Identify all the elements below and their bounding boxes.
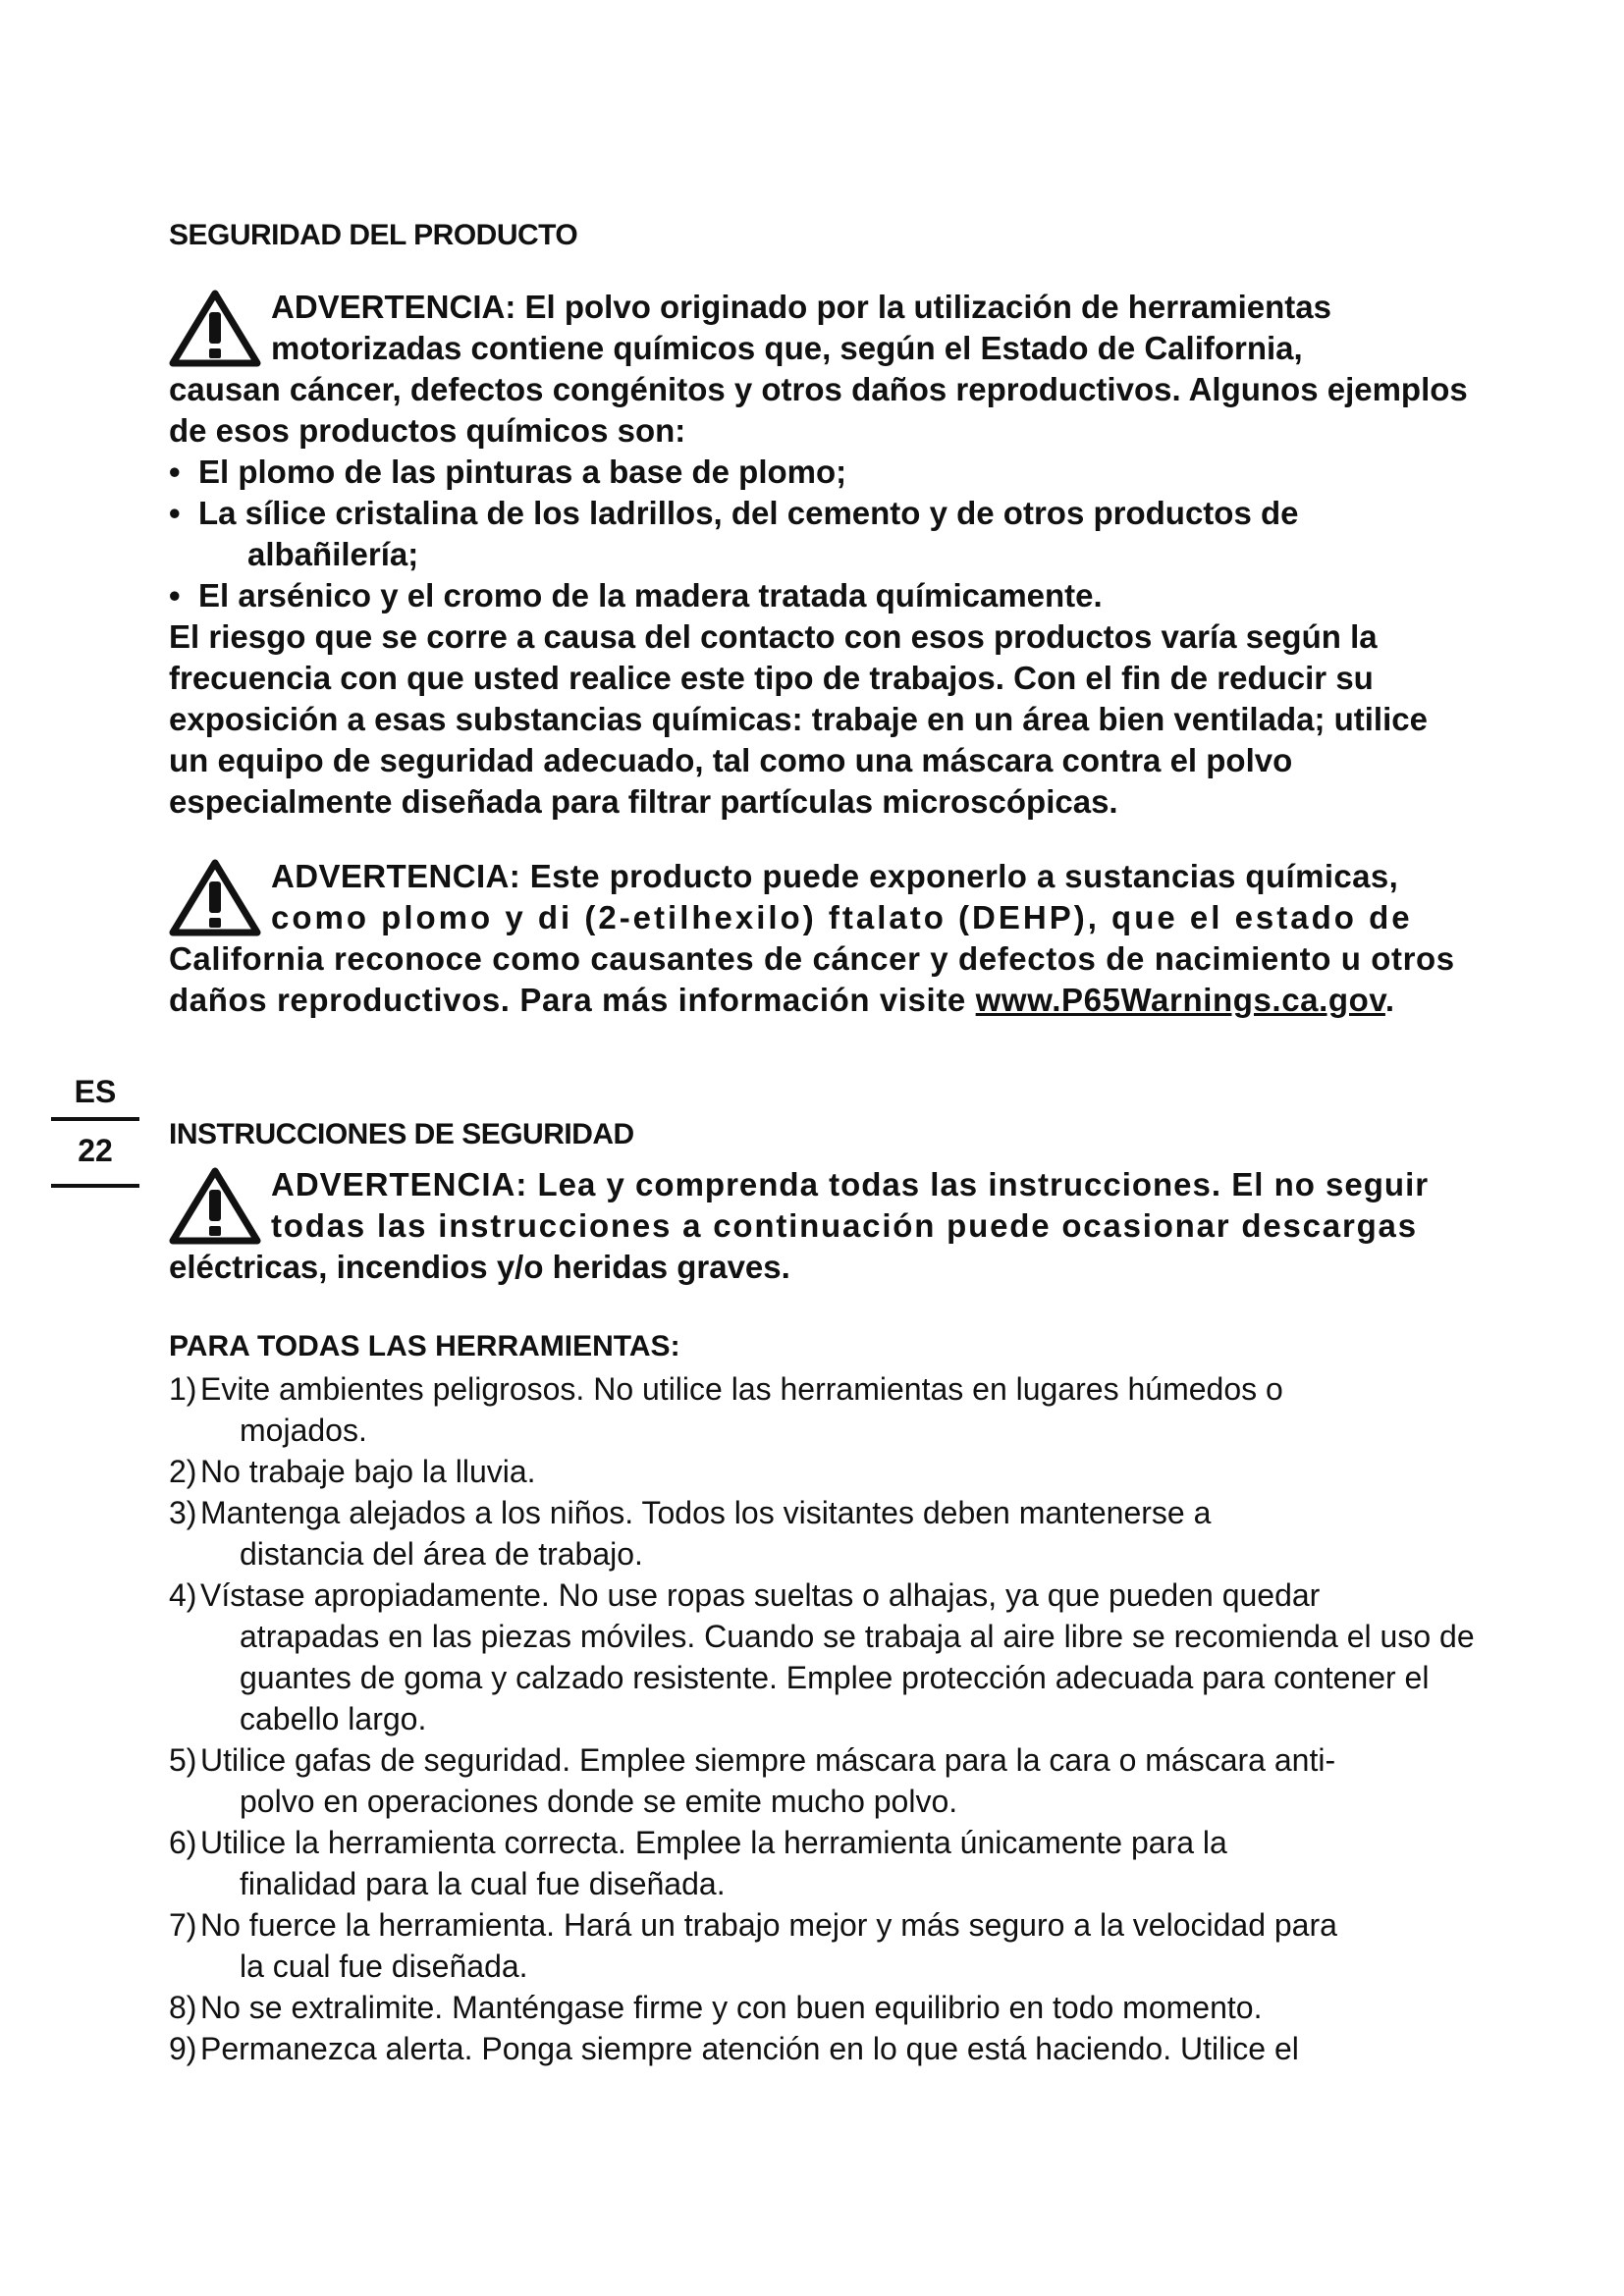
- page-number: 22: [78, 1133, 113, 1168]
- product-safety-title: SEGURIDAD DEL PRODUCTO: [169, 219, 578, 251]
- p65-link[interactable]: www.P65Warnings.ca.gov: [975, 982, 1385, 1018]
- list-item: 3) Mantenga alejados a los niños. Todos los visitantes deben mantenerse a distancia del área de trabajo.: [169, 1495, 1212, 1572]
- list-item: 5) Utilice gafas de seguridad. Emplee siempre máscara para la cara o máscara anti- polvo en operaciones donde se emite mucho polvo.: [169, 1742, 1336, 1819]
- warning-text: El riesgo que se corre a causa del contacto con esos productos varía según la frecuencia con que usted realice este tipo de trabajos. Con el fin de reducir su exposición a esas substancias químicas: trabaje en un área bien ventilada; utilice un equipo de seguridad adecuado, tal como una máscara contra el polvo especialmente diseñada para filtrar partículas microscópicas.: [169, 618, 1428, 820]
- chemical-list: [169, 452, 1475, 616]
- all-tools-title: PARA TODAS LAS HERRAMIENTAS:: [169, 1330, 680, 1362]
- warning-text-line: ADVERTENCIA: Lea y comprenda todas las instrucciones. El no seguir: [271, 1166, 1430, 1202]
- list-item: • El arsénico y el cromo de la madera tratada químicamente.: [169, 575, 1475, 616]
- safety-rules-list: [169, 1368, 1475, 2069]
- list-item: 9) Permanezca alerta. Ponga siempre atención en lo que está haciendo. Utilice el: [169, 2031, 1299, 2066]
- side-tab: [51, 1072, 139, 1188]
- warning-triangle-icon: [169, 1166, 262, 1247]
- warning-triangle-icon: [169, 289, 262, 369]
- list-item: 2) No trabaje bajo la lluvia.: [169, 1454, 536, 1489]
- warning-triangle-icon: [169, 858, 262, 938]
- list-item: • El plomo de las pinturas a base de plomo;: [169, 452, 1475, 493]
- list-item: 6) Utilice la herramienta correcta. Emplee la herramienta únicamente para la finalidad para la cual fue diseñada.: [169, 1825, 1227, 1901]
- list-item: 1) Evite ambientes peligrosos. No utilice las herramientas en lugares húmedos o mojados.: [169, 1371, 1283, 1448]
- warning-text-line: como plomo y di (2-etilhexilo) ftalato (DEHP), que el estado de: [271, 899, 1413, 935]
- language-code: ES: [74, 1074, 117, 1109]
- divider: [51, 1184, 139, 1188]
- warning-block-dust: [169, 287, 1475, 823]
- list-item: • La sílice cristalina de los ladrillos, del cemento y de otros productos de albañilería;: [169, 493, 1475, 575]
- warning-block-instructions: [169, 1164, 1475, 1288]
- warning-text-line: todas las instrucciones a continuación puede ocasionar descargas: [271, 1207, 1418, 1244]
- warning-text: causan cáncer, defectos congénitos y otros daños reproductivos. Algunos ejemplos de esos productos químicos son:: [169, 371, 1468, 449]
- warning-text: eléctricas, incendios y/o heridas graves.: [169, 1249, 790, 1285]
- warning-block-prop65: [169, 856, 1475, 1021]
- divider: [51, 1117, 139, 1121]
- list-item: 7) No fuerce la herramienta. Hará un trabajo mejor y más seguro a la velocidad para la cual fue diseñada.: [169, 1907, 1337, 1984]
- warning-text: California reconoce como causantes de cáncer y defectos de nacimiento u otros daños reproductivos. Para más información visite www.P65Warnings.ca.gov.: [169, 940, 1455, 1018]
- list-item: 4) Vístase apropiadamente. No use ropas sueltas o alhajas, ya que pueden quedar atrapadas en las piezas móviles. Cuando se trabaja al aire libre se recomienda el uso de guantes de goma y calzado resistente. Emplee protección adecuada para contener el cabello largo.: [169, 1577, 1475, 1736]
- warning-text-line: ADVERTENCIA: El polvo originado por la utilización de herramientas: [271, 289, 1331, 325]
- safety-instructions-title: INSTRUCCIONES DE SEGURIDAD: [169, 1118, 634, 1150]
- warning-text-line: ADVERTENCIA: Este producto puede exponerlo a sustancias químicas,: [271, 858, 1399, 894]
- warning-text-line: motorizadas contiene químicos que, según el Estado de California,: [271, 330, 1303, 366]
- list-item: 8) No se extralimite. Manténgase firme y con buen equilibrio en todo momento.: [169, 1990, 1263, 2025]
